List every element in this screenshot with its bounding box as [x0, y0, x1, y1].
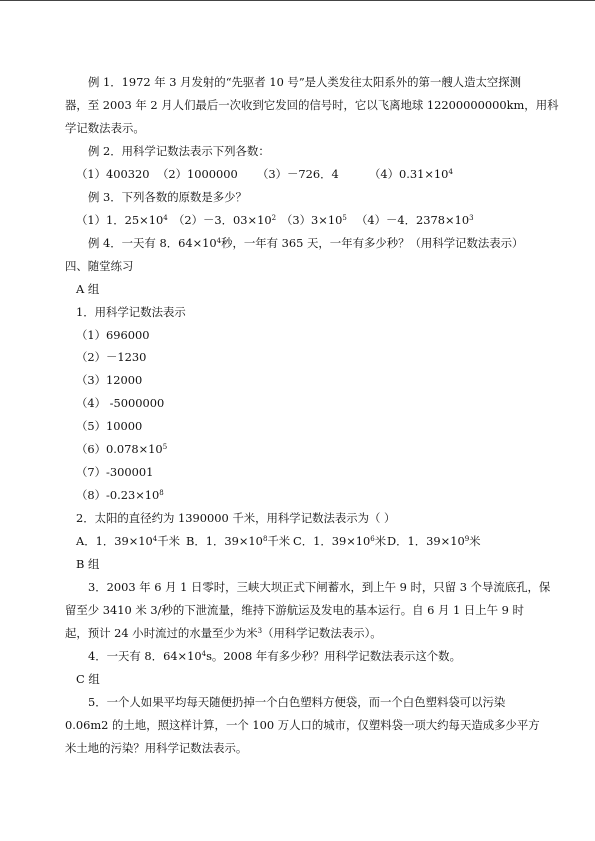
question-1-item-8: $(8)-0.23\times 10^8$ — [76, 488, 164, 502]
example-3-title: 例 3．下列各数的原数是多少？ — [88, 190, 247, 204]
exponent: 2 — [271, 214, 277, 222]
question-1-item-6: $(6)0.078\times 10^5$ — [76, 442, 168, 456]
example-2-item-2: （2）1000000 — [157, 167, 238, 181]
section-heading: 四、随堂练习 — [65, 259, 134, 273]
example-3-item-3: $(3)3\times 10^5$ — [281, 213, 347, 227]
question-1-item-7: （7）-300001 — [76, 465, 154, 479]
example-2-items — [76, 167, 453, 181]
example-3-items — [76, 213, 474, 227]
option-d: D．1．$39\times 10^9$米 — [387, 534, 481, 548]
option-a: A．1．$39\times 10^4$千米 — [76, 534, 181, 548]
exponent: 4 — [163, 214, 168, 222]
example-3-item-4: （4）－4．$2378\times 10^3$ — [356, 213, 474, 227]
question-1-item-1: （1）696000 — [76, 328, 150, 342]
question-1-item-5: （5）10000 — [76, 419, 143, 433]
group-a-label: A 组 — [76, 282, 100, 296]
question-3-line-2: 留至少 3410 米 3/秒的下泄流量，维持下游航运及发电的基本运行。自 6 月 1 日上午 9 时 — [65, 603, 524, 617]
exponent: 4 — [201, 650, 207, 658]
group-b-label: B 组 — [76, 557, 100, 571]
question-2-title: 2．太阳的直径约为 1390000 千米，用科学记数法表示为（ ） — [76, 511, 396, 525]
exponent: 8 — [262, 535, 268, 543]
exponent: 5 — [342, 214, 347, 222]
example-2-item-4: $(4)0.31\times 10^4$ — [369, 167, 453, 181]
question-1-item-4: （4） -5000000 — [76, 396, 165, 410]
option-b: B．1．$39\times 10^8$千米 — [186, 534, 291, 548]
example-2-title: 例 2．用科学记数法表示下列各数： — [88, 144, 270, 158]
question-5-line-3: 米土地的污染？用科学记数法表示。 — [65, 741, 248, 755]
example-2-item-1: （1）400320 — [76, 167, 150, 181]
example-3-item-1: （1）1．$25\times 10^4$ — [76, 213, 168, 227]
group-c-label: C 组 — [76, 672, 100, 686]
exponent: 9 — [464, 535, 470, 543]
question-2-options — [76, 534, 481, 548]
exponent: 6 — [370, 535, 375, 543]
option-c: C．1．$39\times 10^6$米 — [293, 534, 387, 548]
example-4: 例 4．一天有 8．$64\times 10^4$秒，一年有 365 天，一年有多少秒？（用科学记数法表示） — [88, 236, 524, 250]
exponent: 4 — [216, 237, 222, 245]
example-1-line-1: 例 1．1972 年 3 月发射的“先驱者 10 号”是人类发往太阳系外的第一艘人造太空探测 — [88, 75, 522, 89]
example-1-line-2: 器，至 2003 年 2 月人们最后一次收到它发回的信号时，它以飞离地球 12200000000km，用科 — [65, 98, 559, 112]
question-4: 4．一天有 8．$64\times 10^4s$。2008 年有多少秒？用科学记数法表示这个数。 — [88, 649, 461, 663]
exponent: 8 — [159, 489, 164, 497]
example-2-item-3: （3）－726．4 — [257, 167, 339, 181]
exponent: 4 — [448, 168, 453, 176]
question-3-line-1: 3．2003 年 6 月 1 日零时，三峡大坝正式下闸蓄水，到上午 9 时，只留 3 个导流底孔，保 — [88, 580, 551, 594]
exponent: 4 — [152, 535, 158, 543]
exponent: 5 — [162, 443, 168, 451]
question-1-item-2: （2）－1230 — [76, 350, 147, 364]
question-3-line-3: 起，预计 24 小时流过的水量至少为米$^3$（用科学记数法表示）。 — [65, 626, 382, 640]
question-1-item-3: （3）12000 — [76, 373, 143, 387]
example-1-line-3: 学记数法表示。 — [65, 121, 145, 135]
question-5-line-1: 5．一个人如果平均每天随便扔掉一个白色塑料方便袋，而一个白色塑料袋可以污染 — [88, 695, 506, 709]
exponent: 3 — [469, 214, 474, 222]
exponent: 3 — [257, 627, 263, 635]
question-5-line-2: 0.06m2 的土地，照这样计算，一个 100 万人口的城市，仅塑料袋一项大约每天造成多少平方 — [65, 718, 540, 732]
page-top-border — [0, 0, 595, 1]
example-3-item-2: （2）－3．$03\times 10^2$ — [173, 213, 277, 227]
question-1-title: 1．用科学记数法表示 — [76, 305, 186, 319]
